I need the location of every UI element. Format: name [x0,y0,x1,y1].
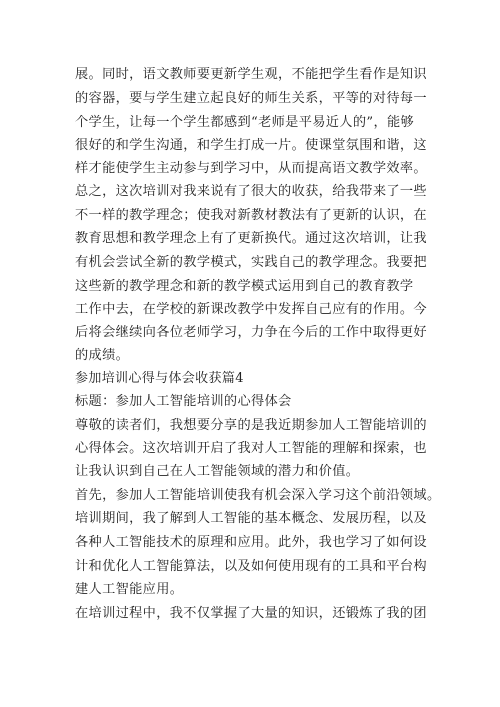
text-line: 尊敬的读者们，我想要分享的是我近期参加人工智能培训的 [75,418,427,433]
section-heading: 参加培训心得与体会收获篇4 [75,371,244,386]
text-line: 在培训过程中，我不仅掌握了大量的知识，还锻炼了我的团 [75,606,427,621]
text-line: 个学生，让每一个学生都感到“老师是平易近人的”，能够 [75,115,415,130]
text-line: 有机会尝试全新的教学模式，实践自己的教学理念。我要把 [75,255,427,270]
text-line: 展。同时，语文教师要更新学生观，不能把学生看作是知识 [75,67,427,82]
text-line: 让我认识到自己在人工智能领域的潜力和价值。 [75,464,360,479]
text-line: 工作中去，在学校的新课改教学中发挥自己应有的作用。今 [75,302,427,317]
text-line: 的容器，要与学生建立起良好的师生关系，平等的对待每一 [75,91,427,106]
text-line: 总之，这次培训对我来说有了很大的收获，给我带来了一些 [75,184,427,199]
text-line: 的成绩。 [75,348,130,363]
text-line: 这些新的教学理念和新的教学模式运用到自己的教育教学 [75,279,414,294]
text-line: 教育思想和教学理念上有了更新换代。通过这次培训，让我 [75,231,427,246]
text-line: 很好的和学生沟通，和学生打成一片。使课堂氛围和谐，这 [75,138,427,153]
article-title: 标题：参加人工智能培训的心得体会 [75,394,292,409]
text-line: 首先，参加人工智能培训使我有机会深入学习这个前沿领域。 [75,488,441,503]
text-line: 样才能使学生主动参与到学习中，从而提高语文教学效率。 [75,161,427,176]
text-line: 不一样的教学理念；使我对新教材教法有了更新的认识，在 [75,208,427,223]
text-line: 心得体会。这次培训开启了我对人工智能的理解和探索，也 [75,441,427,456]
text-line: 后将会继续向各位老师学习，力争在今后的工作中取得更好 [75,325,427,340]
text-line: 建人工智能应用。 [75,582,184,597]
text-line: 各种人工智能技术的原理和应用。此外，我也学习了如何设 [75,535,427,550]
text-line: 计和优化人工智能算法，以及如何使用现有的工具和平台构 [75,559,427,574]
text-line: 培训期间，我了解到人工智能的基本概念、发展历程，以及 [75,511,427,526]
